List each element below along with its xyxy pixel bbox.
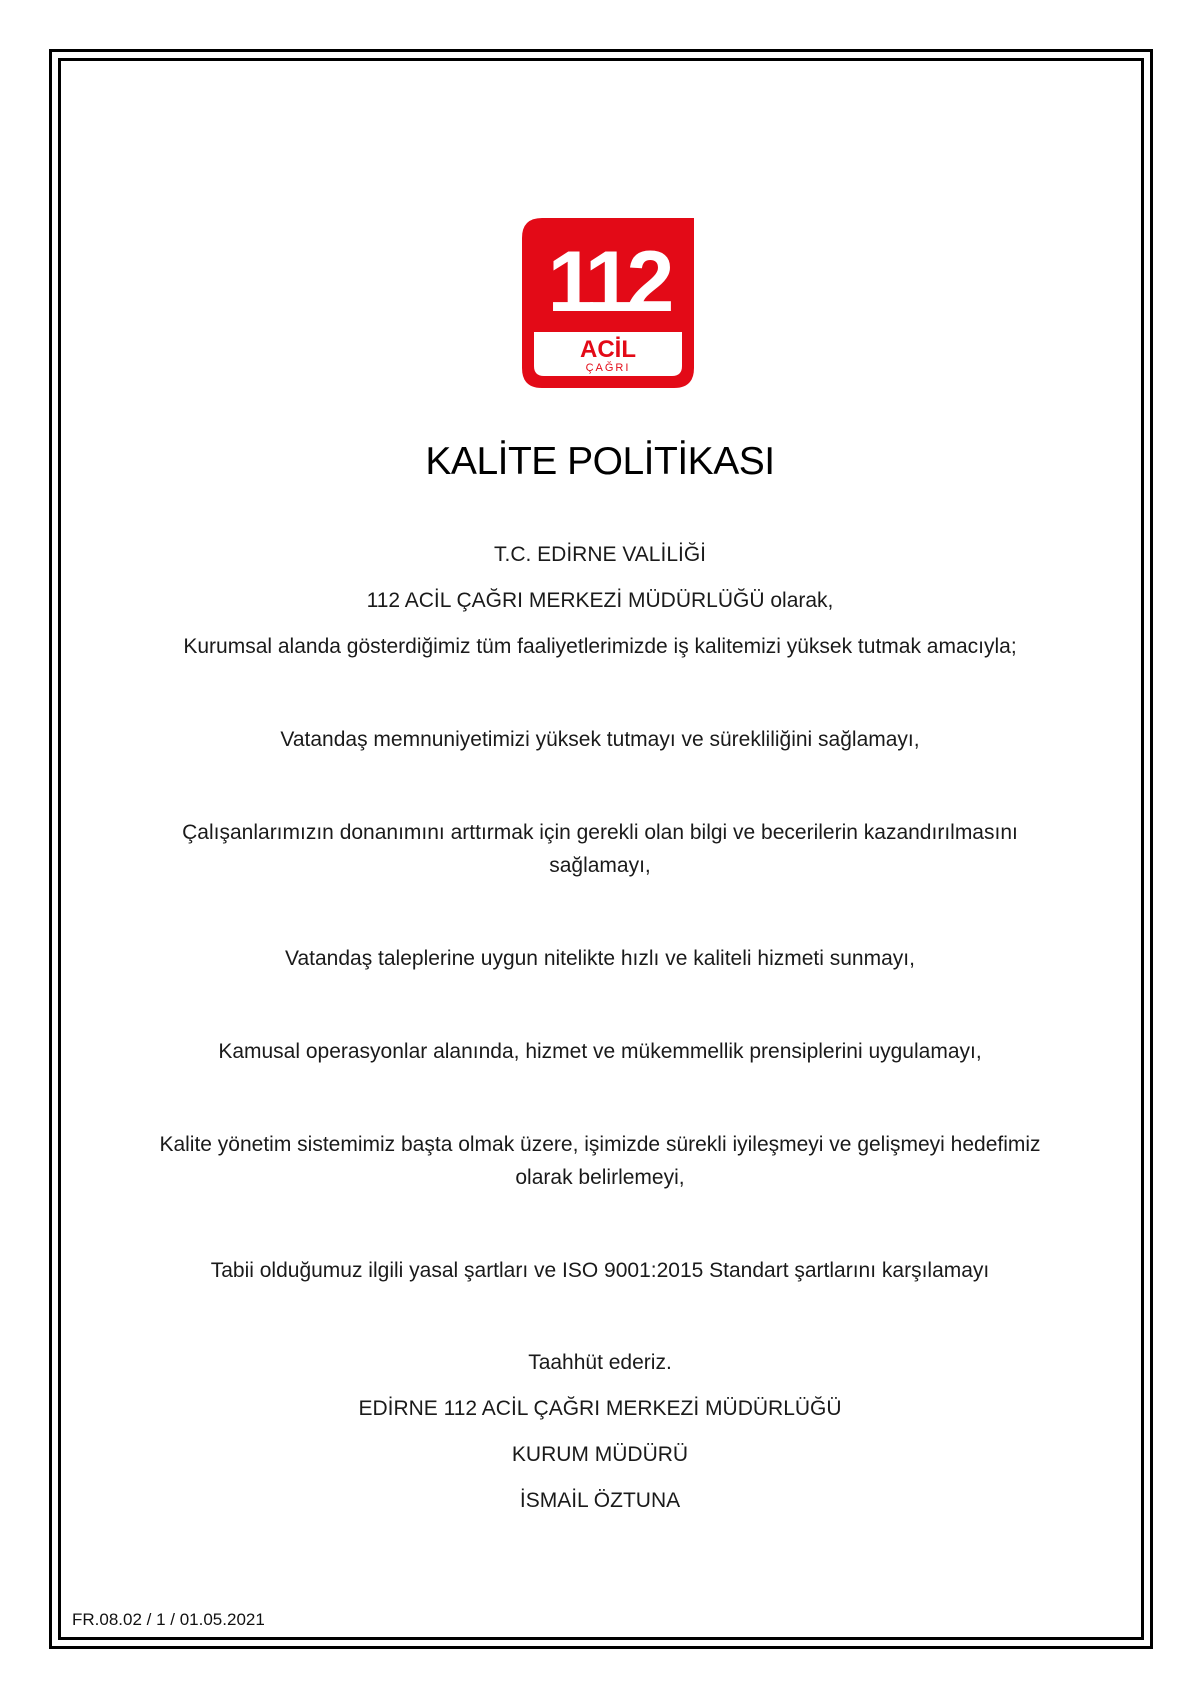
signature-institution: EDİRNE 112 ACİL ÇAĞRI MERKEZİ MÜDÜRLÜĞÜ	[358, 1397, 842, 1420]
text-line: Vatandaş memnuniyetimizi yüksek tutmayı ve sürekliliğini sağlamayı,	[280, 728, 920, 751]
text-line: Tabii olduğumuz ilgili yasal şartları ve ISO 9001:2015 Standart şartlarını karşılamayı	[210, 1259, 990, 1282]
closing-text: Taahhüt ederiz.	[528, 1351, 672, 1374]
acil-cagri-logo	[522, 218, 694, 388]
text-line: Kalite yönetim sistemimiz başta olmak üzere, işimizde sürekli iyileşmeyi ve gelişmeyi hedefimiz	[159, 1133, 1041, 1156]
text-line: Kurumsal alanda gösterdiğimiz tüm faaliyetlerimizde iş kalitemizi yüksek tutmak amacıyla;	[183, 635, 1017, 658]
document-code: FR.08.02 / 1 / 01.05.2021	[72, 1610, 265, 1629]
page-title: KALİTE POLİTİKASI	[425, 440, 775, 483]
logo-subword: ÇAĞRI	[585, 362, 631, 374]
text-line: T.C. EDİRNE VALİLİĞİ	[494, 543, 706, 566]
text-line: Vatandaş taleplerine uygun nitelikte hızlı ve kaliteli hizmeti sunmayı,	[285, 947, 915, 970]
text-line: Çalışanlarımızın donanımını arttırmak için gerekli olan bilgi ve becerilerin kazandırılmasını	[182, 821, 1018, 844]
text-line: Kamusal operasyonlar alanında, hizmet ve mükemmellik prensiplerini uygulamayı,	[218, 1040, 982, 1063]
text-line: sağlamayı,	[549, 854, 651, 877]
logo-word: ACİL	[580, 336, 636, 363]
text-line: olarak belirlemeyi,	[515, 1166, 685, 1189]
logo-number: 112	[547, 234, 669, 330]
signature-name: İSMAİL ÖZTUNA	[519, 1489, 681, 1512]
text-line: 112 ACİL ÇAĞRI MERKEZİ MÜDÜRLÜĞÜ olarak,	[366, 589, 834, 612]
signature-title: KURUM MÜDÜRÜ	[511, 1443, 689, 1466]
